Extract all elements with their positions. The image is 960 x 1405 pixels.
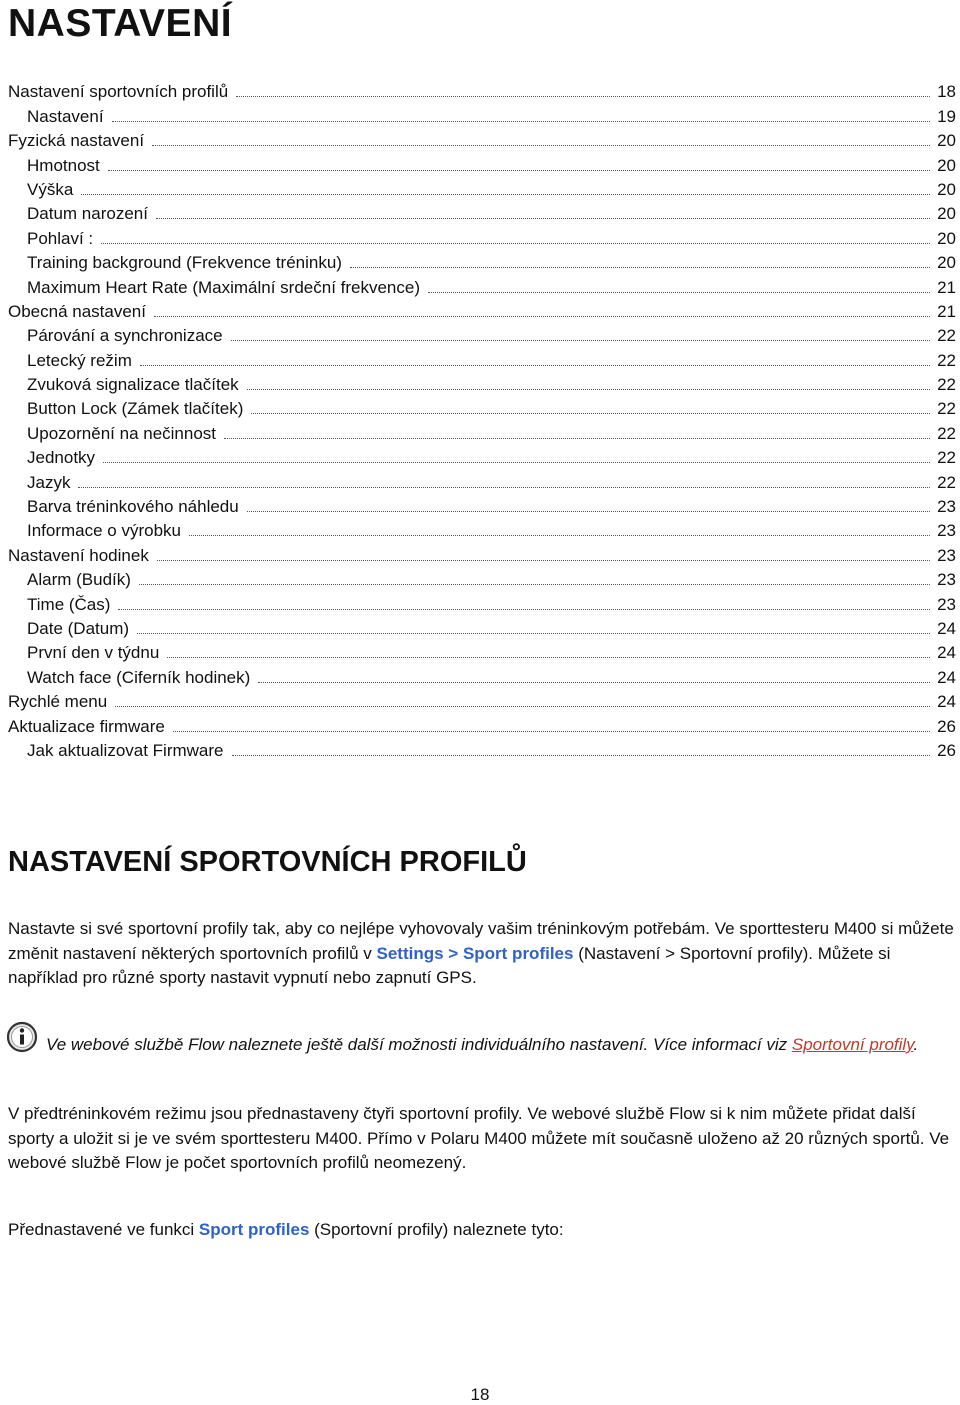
toc-dot-leader: [81, 194, 930, 195]
toc-entry-page: 21: [937, 277, 956, 297]
toc-entry-page: 23: [937, 570, 956, 590]
note-text: Ve webové službě Flow naleznete ještě další možnosti individuálního nastavení. Více informací viz: [46, 1035, 792, 1054]
toc-entry-label: Barva tréninkového náhledu: [27, 497, 239, 517]
toc-dot-leader: [140, 365, 930, 366]
toc-entry-page: 26: [937, 716, 956, 736]
toc-dot-leader: [258, 682, 930, 683]
toc-entry-page: 24: [937, 618, 956, 638]
toc-entry[interactable]: [0, 737, 960, 761]
note-end: .: [913, 1035, 919, 1054]
toc-entry[interactable]: [0, 322, 960, 346]
toc-entry[interactable]: [0, 176, 960, 200]
preset-text-b: (Sportovní profily) naleznete tyto:: [309, 1220, 564, 1239]
toc-entry-page: 22: [937, 472, 956, 492]
toc-entry-page: 23: [937, 594, 956, 614]
toc-entry-page: 20: [937, 155, 956, 175]
toc-dot-leader: [232, 755, 930, 756]
toc-entry-label: Jazyk: [27, 472, 71, 492]
toc-dot-leader: [78, 487, 930, 488]
toc-entry[interactable]: [0, 371, 960, 395]
toc-dot-leader: [154, 316, 930, 317]
toc-entry-label: Jak aktualizovat Firmware: [27, 740, 224, 760]
toc-entry-label: Zvuková signalizace tlačítek: [27, 375, 239, 395]
intro-text-a: Nastavte si své sportovní profily tak, aby co nejlépe vyhovovaly vašim tréninkovým potřebám. Ve sporttesteru M400 si můžete změnit nastavení některých sportovních profilů v: [8, 919, 954, 963]
toc-entry-page: 22: [937, 399, 956, 419]
toc-dot-leader: [152, 145, 930, 146]
toc-entry-page: 21: [937, 301, 956, 321]
toc-entry[interactable]: [0, 200, 960, 224]
table-of-contents: [0, 78, 960, 761]
toc-entry-page: 23: [937, 497, 956, 517]
toc-dot-leader: [247, 511, 930, 512]
toc-entry[interactable]: [0, 663, 960, 687]
toc-entry-page: 20: [937, 253, 956, 273]
toc-entry-label: Maximum Heart Rate (Maximální srdeční frekvence): [27, 277, 421, 297]
toc-entry-label: Letecký režim: [27, 350, 132, 370]
toc-dot-leader: [137, 633, 930, 634]
toc-entry[interactable]: [0, 395, 960, 419]
toc-dot-leader: [157, 560, 930, 561]
toc-dot-leader: [103, 462, 930, 463]
toc-entry[interactable]: [0, 224, 960, 248]
toc-entry-page: 24: [937, 643, 956, 663]
toc-entry-label: Hmotnost: [27, 155, 100, 175]
toc-entry[interactable]: [0, 102, 960, 126]
toc-entry-label: Výška: [27, 179, 74, 199]
toc-entry[interactable]: [0, 273, 960, 297]
toc-entry-label: Aktualizace firmware: [8, 716, 165, 736]
toc-dot-leader: [231, 340, 930, 341]
toc-entry[interactable]: [0, 615, 960, 639]
toc-entry-page: 22: [937, 350, 956, 370]
toc-entry[interactable]: [0, 566, 960, 590]
toc-entry-page: 20: [937, 179, 956, 199]
toc-entry-page: 22: [937, 326, 956, 346]
toc-entry-label: Obecná nastavení: [8, 301, 146, 321]
toc-entry-label: Párování a synchronizace: [27, 326, 223, 346]
profiles-paragraph: V předtréninkovém režimu jsou přednastaveny čtyři sportovní profily. Ve webové službě Flow si k nim můžete přidat další sporty a uložit si je ve svém sporttesteru M400. Přímo v Polaru M400 můžete mít současně uloženo až 20 různých sportů. Ve webové službě Flow je počet sportovních profilů neomezený.: [8, 1104, 950, 1172]
toc-entry-label: Watch face (Ciferník hodinek): [27, 667, 251, 687]
toc-entry-label: Time (Čas): [27, 594, 111, 614]
toc-entry[interactable]: [0, 468, 960, 492]
toc-entry[interactable]: [0, 712, 960, 736]
toc-dot-leader: [112, 121, 930, 122]
toc-entry[interactable]: [0, 298, 960, 322]
toc-entry[interactable]: [0, 249, 960, 273]
toc-entry[interactable]: [0, 151, 960, 175]
toc-entry-page: 20: [937, 131, 956, 151]
toc-entry-label: Nastavení: [27, 106, 104, 126]
toc-entry-page: 20: [937, 204, 956, 224]
toc-entry-label: První den v týdnu: [27, 643, 160, 663]
preset-text-a: Přednastavené ve funkci: [8, 1220, 199, 1239]
toc-dot-leader: [236, 96, 930, 97]
toc-dot-leader: [224, 438, 930, 439]
sport-profiles-link[interactable]: Sport profiles: [198, 1220, 310, 1239]
toc-dot-leader: [139, 584, 930, 585]
toc-entry-page: 18: [937, 82, 956, 102]
toc-entry-label: Informace o výrobku: [27, 521, 182, 541]
toc-dot-leader: [167, 657, 930, 658]
preset-paragraph: [8, 1218, 958, 1243]
toc-entry-label: Button Lock (Zámek tlačítek): [27, 399, 244, 419]
toc-entry[interactable]: [0, 346, 960, 370]
toc-entry[interactable]: [0, 541, 960, 565]
toc-entry-label: Jednotky: [27, 448, 96, 468]
toc-dot-leader: [156, 218, 930, 219]
toc-entry-label: Upozornění na nečinnost: [27, 423, 217, 443]
toc-entry[interactable]: [0, 688, 960, 712]
toc-entry[interactable]: [0, 127, 960, 151]
toc-entry-page: 22: [937, 448, 956, 468]
toc-entry-label: Nastavení sportovních profilů: [8, 82, 229, 102]
toc-dot-leader: [108, 170, 930, 171]
toc-entry[interactable]: [0, 419, 960, 443]
intro-paragraph: [8, 917, 958, 991]
toc-entry-page: 24: [937, 667, 956, 687]
toc-dot-leader: [251, 413, 930, 414]
section-heading: NASTAVENÍ SPORTOVNÍCH PROFILŮ: [8, 846, 527, 878]
page-title: NASTAVENÍ: [8, 2, 233, 45]
toc-entry[interactable]: [0, 493, 960, 517]
toc-dot-leader: [101, 243, 930, 244]
toc-entry[interactable]: [0, 590, 960, 614]
settings-sport-profiles-link[interactable]: Settings > Sport profiles: [376, 943, 574, 963]
toc-dot-leader: [428, 292, 930, 293]
flow-note: [8, 1033, 958, 1058]
toc-entry-page: 23: [937, 521, 956, 541]
toc-dot-leader: [118, 609, 930, 610]
toc-entry[interactable]: [0, 444, 960, 468]
toc-entry[interactable]: [0, 639, 960, 663]
toc-entry-label: Fyzická nastavení: [8, 131, 145, 151]
toc-entry-page: 24: [937, 692, 956, 712]
toc-entry-page: 22: [937, 423, 956, 443]
toc-entry-label: Pohlaví :: [27, 228, 94, 248]
toc-entry-label: Date (Datum): [27, 618, 130, 638]
toc-dot-leader: [189, 535, 930, 536]
page-number: 18: [470, 1385, 490, 1404]
toc-entry-label: Alarm (Budík): [27, 570, 131, 590]
toc-entry-label: Rychlé menu: [8, 692, 108, 712]
toc-dot-leader: [115, 706, 930, 707]
toc-entry-label: Training background (Frekvence tréninku): [27, 253, 342, 273]
toc-entry-label: Nastavení hodinek: [8, 545, 149, 565]
toc-dot-leader: [247, 389, 930, 390]
toc-entry-page: 19: [937, 106, 956, 126]
intro-text-b: (Nastavení > Sportovní profily). Můžete si například pro různé sporty nastavit vypnutí nebo zapnutí GPS.: [8, 943, 891, 987]
sport-profiles-note-link[interactable]: Sportovní profily: [791, 1035, 914, 1054]
toc-entry-page: 26: [937, 740, 956, 760]
toc-dot-leader: [350, 267, 930, 268]
toc-entry[interactable]: [0, 78, 960, 102]
toc-entry-label: Datum narození: [27, 204, 148, 224]
toc-entry-page: 23: [937, 545, 956, 565]
toc-entry[interactable]: [0, 517, 960, 541]
toc-entry-page: 20: [937, 228, 956, 248]
toc-entry-page: 22: [937, 375, 956, 395]
toc-dot-leader: [173, 731, 930, 732]
